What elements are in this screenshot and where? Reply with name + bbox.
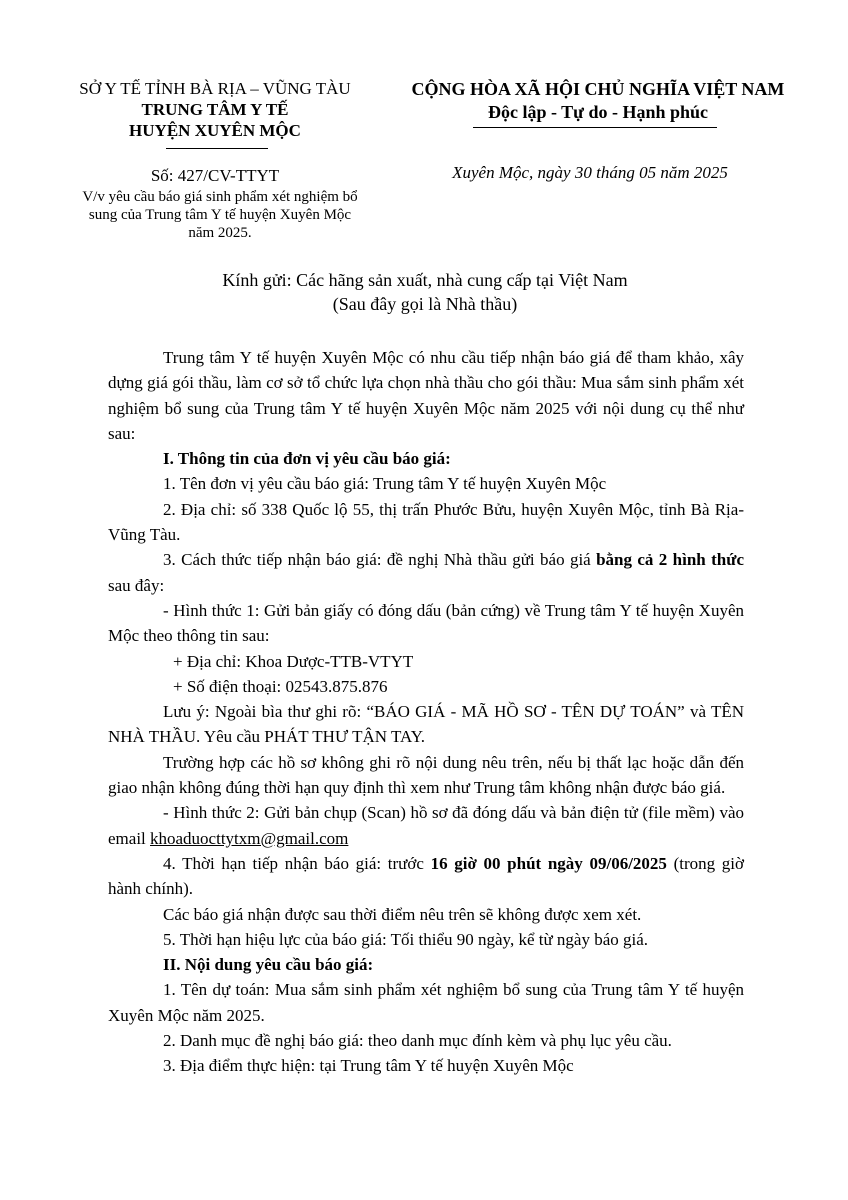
agency-underline <box>166 148 268 149</box>
recipient-block <box>40 268 810 316</box>
agency-header <box>40 78 390 141</box>
email-link[interactable]: khoaduocttytxm@gmail.com <box>150 828 349 848</box>
method2-paragraph <box>108 800 744 851</box>
section1-item3 <box>108 547 744 598</box>
national-title: CỘNG HÒA XÃ HỘI CHỦ NGHĨA VIỆT NAM <box>411 79 785 99</box>
national-header <box>388 78 808 124</box>
agency-district: HUYỆN XUYÊN MỘC <box>129 121 301 140</box>
item4-text-c: (trong giờ hành chính). <box>108 853 744 899</box>
item4-text-a: 4. Thời hạn tiếp nhận báo giá: trước <box>163 853 431 873</box>
document-subject: V/v yêu cầu báo giá sinh phẩm xét nghiệm bổ sung của Trung tâm Y tế huyện Xuyên Mộc năm 2025. <box>82 189 358 241</box>
section1-item1: 1. Tên đơn vị yêu cầu báo giá: Trung tâm Y tế huyện Xuyên Mộc <box>163 474 607 494</box>
section1-item2: 2. Địa chỉ: số 338 Quốc lộ 55, thị trấn Phước Bửu, huyện Xuyên Mộc, tỉnh Bà Rịa- Vũng Tàu. <box>108 499 744 545</box>
document-date: Xuyên Mộc, ngày 30 tháng 05 năm 2025 <box>452 163 728 182</box>
late-quote-note: Các báo giá nhận được sau thời điểm nêu trên sẽ không được xem xét. <box>163 904 642 924</box>
recipient-note: (Sau đây gọi là Nhà thầu) <box>332 294 518 314</box>
section2-item2: 2. Danh mục đề nghị báo giá: theo danh mục đính kèm và phụ lục yêu cầu. <box>163 1031 672 1051</box>
section2-title: II. Nội dung yêu cầu báo giá: <box>163 955 374 975</box>
phone-line: + Số điện thoại: 02543.875.876 <box>173 676 388 696</box>
motto-underline <box>473 127 717 128</box>
agency-name: TRUNG TÂM Y TẾ <box>141 100 289 119</box>
method1-paragraph: - Hình thức 1: Gửi bản giấy có đóng dấu (bản cứng) về Trung tâm Y tế huyện Xuyên Mộc theo thông tin sau: <box>108 600 744 646</box>
item3-text-c: sau đây: <box>108 575 165 595</box>
item3-text-bold: bằng cả 2 hình thức <box>596 550 744 570</box>
item4-deadline: 16 giờ 00 phút ngày 09/06/2025 <box>430 853 667 873</box>
agency-parent: SỞ Y TẾ TỈNH BÀ RỊA – VŨNG TÀU <box>79 79 351 98</box>
section1-item5: 5. Thời hạn hiệu lực của báo giá: Tối thiểu 90 ngày, kể từ ngày báo giá. <box>163 929 649 949</box>
section1-title: I. Thông tin của đơn vị yêu cầu báo giá: <box>163 449 451 469</box>
section1-item4 <box>108 851 744 902</box>
item3-text-a: 3. Cách thức tiếp nhận báo giá: đề nghị Nhà thầu gửi báo giá <box>163 550 597 570</box>
national-motto: Độc lập - Tự do - Hạnh phúc <box>487 102 709 122</box>
envelope-note: Lưu ý: Ngoài bìa thư ghi rõ: “BÁO GIÁ - MÃ HỒ SƠ - TÊN DỰ TOÁN” và TÊN NHÀ THẦU. Yêu cầu PHÁT THƯ TẬN TAY. <box>108 702 744 747</box>
lost-note: Trường hợp các hồ sơ không ghi rõ nội dung nêu trên, nếu bị thất lạc hoặc dẫn đến giao nhận không đúng thời hạn quy định thì xem như Trung tâm không nhận được báo giá. <box>108 752 744 798</box>
address-line: + Địa chỉ: Khoa Dược-TTB-VTYT <box>173 651 414 671</box>
document-body <box>108 345 744 1079</box>
recipient-line: Kính gửi: Các hãng sản xuất, nhà cung cấp tại Việt Nam <box>222 270 628 290</box>
method2-text: - Hình thức 2: Gửi bản chụp (Scan) hồ sơ đã đóng dấu và bản điện tử (file mềm) vào email <box>108 803 744 848</box>
intro-paragraph: Trung tâm Y tế huyện Xuyên Mộc có nhu cầu tiếp nhận báo giá để tham khảo, xây dựng giá gói thầu, làm cơ sở tổ chức lựa chọn nhà thầu cho gói thầu: Mua sắm sinh phẩm xét nghiệm bổ sung của Trung tâm Y tế huyện Xuyên Mộc năm 2025 với nội dung cụ thể như sau: <box>108 348 744 443</box>
section2-item1: 1. Tên dự toán: Mua sắm sinh phẩm xét nghiệm bổ sung của Trung tâm Y tế huyện Xuyên Mộc năm 2025. <box>108 980 744 1025</box>
document-number: Số: 427/CV-TTYT <box>150 166 280 185</box>
section2-item3: 3. Địa điểm thực hiện: tại Trung tâm Y tế huyện Xuyên Mộc <box>163 1056 574 1076</box>
